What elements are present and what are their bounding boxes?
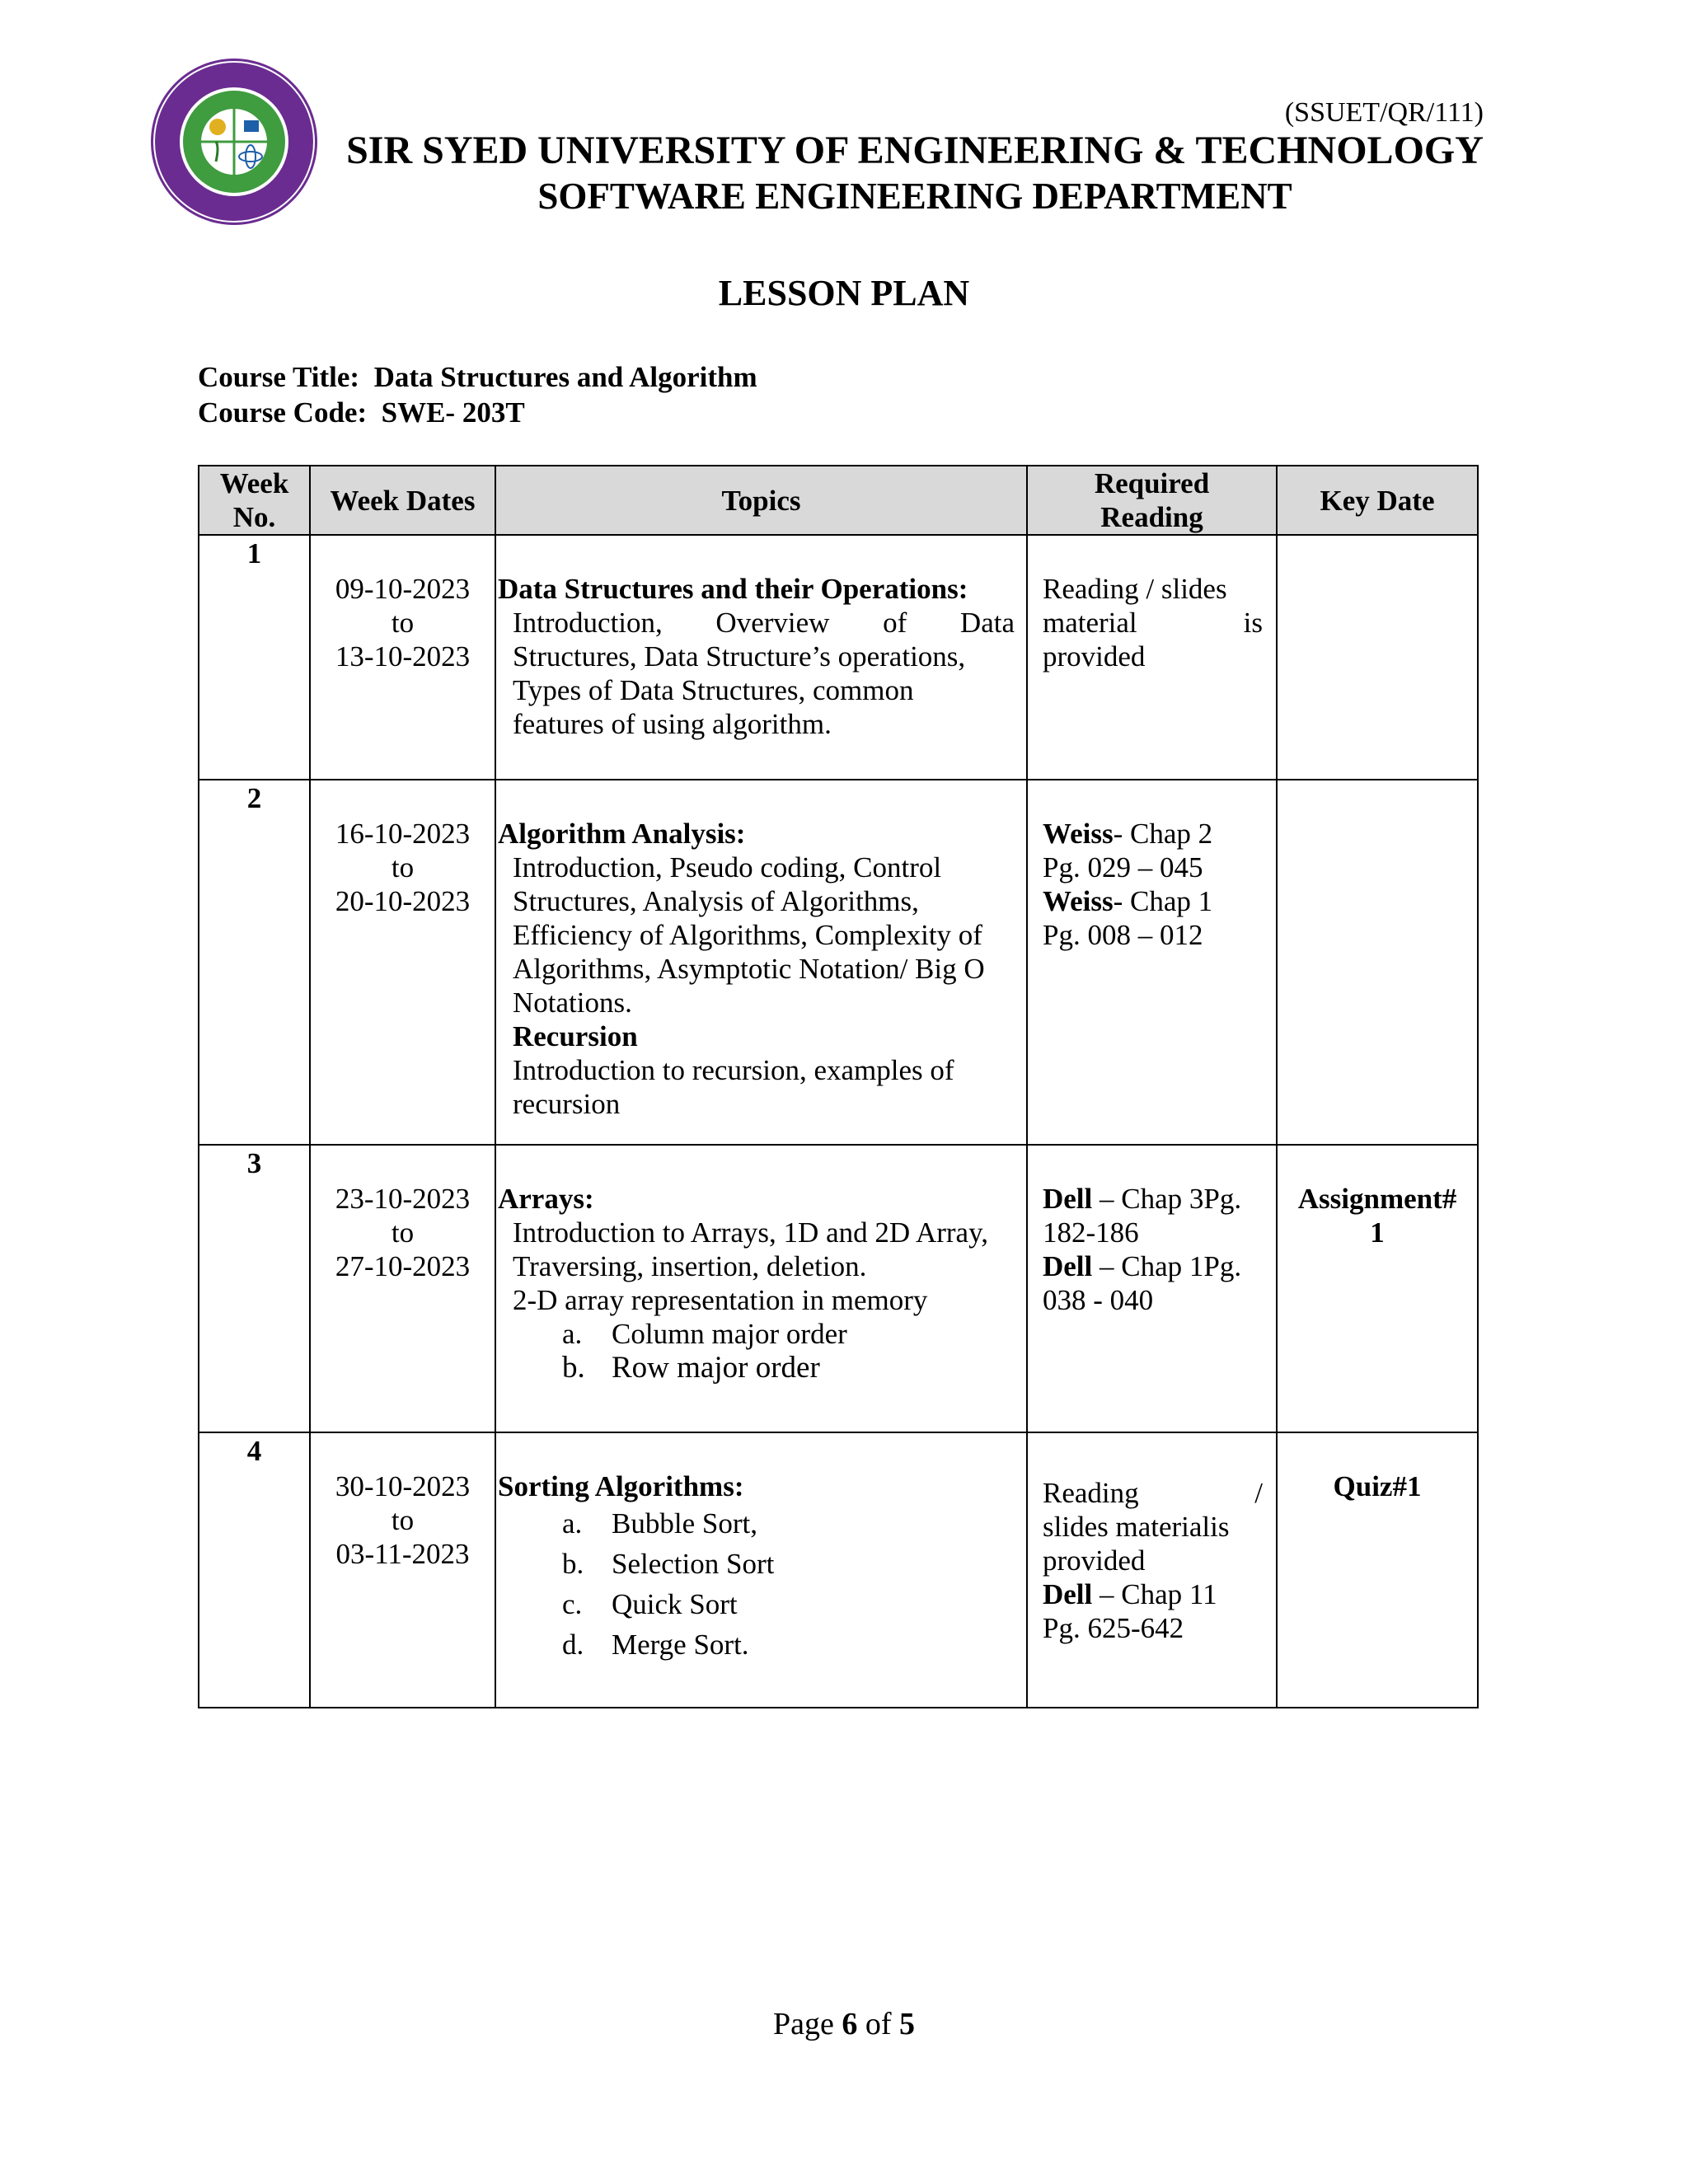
topic-line: Introduction, Pseudo coding, Control	[513, 851, 942, 883]
topic-line: Introduction to recursion, examples of	[513, 1054, 954, 1086]
header-week-dates: Week Dates	[310, 466, 495, 535]
table-header-row	[199, 466, 1478, 535]
key-date-cell	[1277, 535, 1478, 780]
key-date-cell	[1277, 780, 1478, 1145]
page-title: LESSON PLAN	[718, 273, 970, 313]
reading-cell: Dell – Chap 3Pg. 182-186 Dell – Chap 1Pg. 038 - 040	[1027, 1145, 1277, 1432]
university-name: SIR SYED UNIVERSITY OF ENGINEERING & TECHNOLOGY	[346, 129, 1484, 172]
topic-line: Notations.	[513, 987, 632, 1019]
course-code-value: SWE- 203T	[381, 396, 525, 429]
course-code	[198, 396, 525, 429]
topic-line: Algorithms, Asymptotic Notation/ Big O	[513, 953, 985, 985]
course-title-value: Data Structures and Algorithm	[373, 361, 757, 393]
header-reading: Required Reading	[1027, 466, 1277, 535]
list-item: d. Merge Sort.	[562, 1629, 749, 1661]
page-number: Page 6 of 5	[772, 2007, 916, 2041]
topic-line: Efficiency of Algorithms, Complexity of	[513, 919, 982, 951]
list-item: a. Bubble Sort,	[562, 1507, 757, 1540]
week-dates: 16-10-2023 to 20-10-2023	[310, 780, 495, 1145]
header-topics: Topics	[495, 466, 1027, 535]
topic-line: features of using algorithm.	[513, 708, 832, 740]
table-row	[199, 780, 1478, 1145]
course-code-label: Course Code:	[198, 396, 368, 429]
table-row	[199, 535, 1478, 780]
header-key-date: Key Date	[1277, 466, 1478, 535]
lesson-plan-table	[198, 465, 1479, 1708]
topics-cell	[495, 780, 1027, 1145]
topics-cell	[495, 1432, 1027, 1708]
topic-heading: Data Structures and their Operations:	[498, 573, 968, 605]
header-week: Week No.	[199, 466, 310, 535]
topic-subheading: Recursion	[513, 1020, 638, 1052]
list-item: a. Column major order	[562, 1318, 847, 1350]
topic-line: Types of Data Structures, common	[513, 674, 914, 706]
week-number: 4	[199, 1432, 310, 1708]
topic-line: Structures, Data Structure’s operations,	[513, 640, 966, 673]
week-number: 3	[199, 1145, 310, 1432]
reading-cell: Reading / slides materialis provided Dell – Chap 11 Pg. 625-642	[1027, 1432, 1277, 1708]
topic-heading: Algorithm Analysis:	[498, 818, 746, 850]
week-dates: 30-10-2023 to 03-11-2023	[310, 1432, 495, 1708]
topic-line: Traversing, insertion, deletion.	[513, 1250, 867, 1282]
list-item: b. Selection Sort	[562, 1548, 775, 1580]
topic-line: 2-D array representation in memory	[513, 1284, 928, 1316]
department-name: SOFTWARE ENGINEERING DEPARTMENT	[537, 176, 1292, 217]
week-dates: 23-10-2023 to 27-10-2023	[310, 1145, 495, 1432]
table-row	[199, 1145, 1478, 1432]
topic-line: Introduction to Arrays, 1D and 2D Array,	[513, 1216, 989, 1249]
document-reference: (SSUET/QR/111)	[1284, 97, 1484, 128]
topics-cell	[495, 1145, 1027, 1432]
topic-heading: Sorting Algorithms:	[498, 1470, 744, 1502]
topic-line: Structures, Analysis of Algorithms,	[513, 885, 919, 917]
key-date-cell: Quiz#1	[1277, 1432, 1478, 1708]
topic-line: Introduction, Overview of Data	[513, 607, 1015, 639]
course-title-label: Course Title:	[198, 361, 360, 393]
topic-heading: Arrays:	[498, 1183, 594, 1215]
week-number: 2	[199, 780, 310, 1145]
topics-cell	[495, 535, 1027, 780]
list-item: c. Quick Sort	[562, 1588, 738, 1620]
key-date-cell: Assignment# 1	[1277, 1145, 1478, 1432]
list-item: b. Row major order	[562, 1351, 820, 1385]
reading-cell: Reading / slides material is provided	[1027, 535, 1277, 780]
course-title	[198, 361, 757, 394]
week-number: 1	[199, 535, 310, 780]
university-logo	[148, 56, 320, 227]
topic-line: recursion	[513, 1088, 621, 1120]
table-row	[199, 1432, 1478, 1708]
week-dates: 09-10-2023 to 13-10-2023	[310, 535, 495, 780]
reading-cell: Weiss- Chap 2 Pg. 029 – 045 Weiss- Chap 1 Pg. 008 – 012	[1027, 780, 1277, 1145]
